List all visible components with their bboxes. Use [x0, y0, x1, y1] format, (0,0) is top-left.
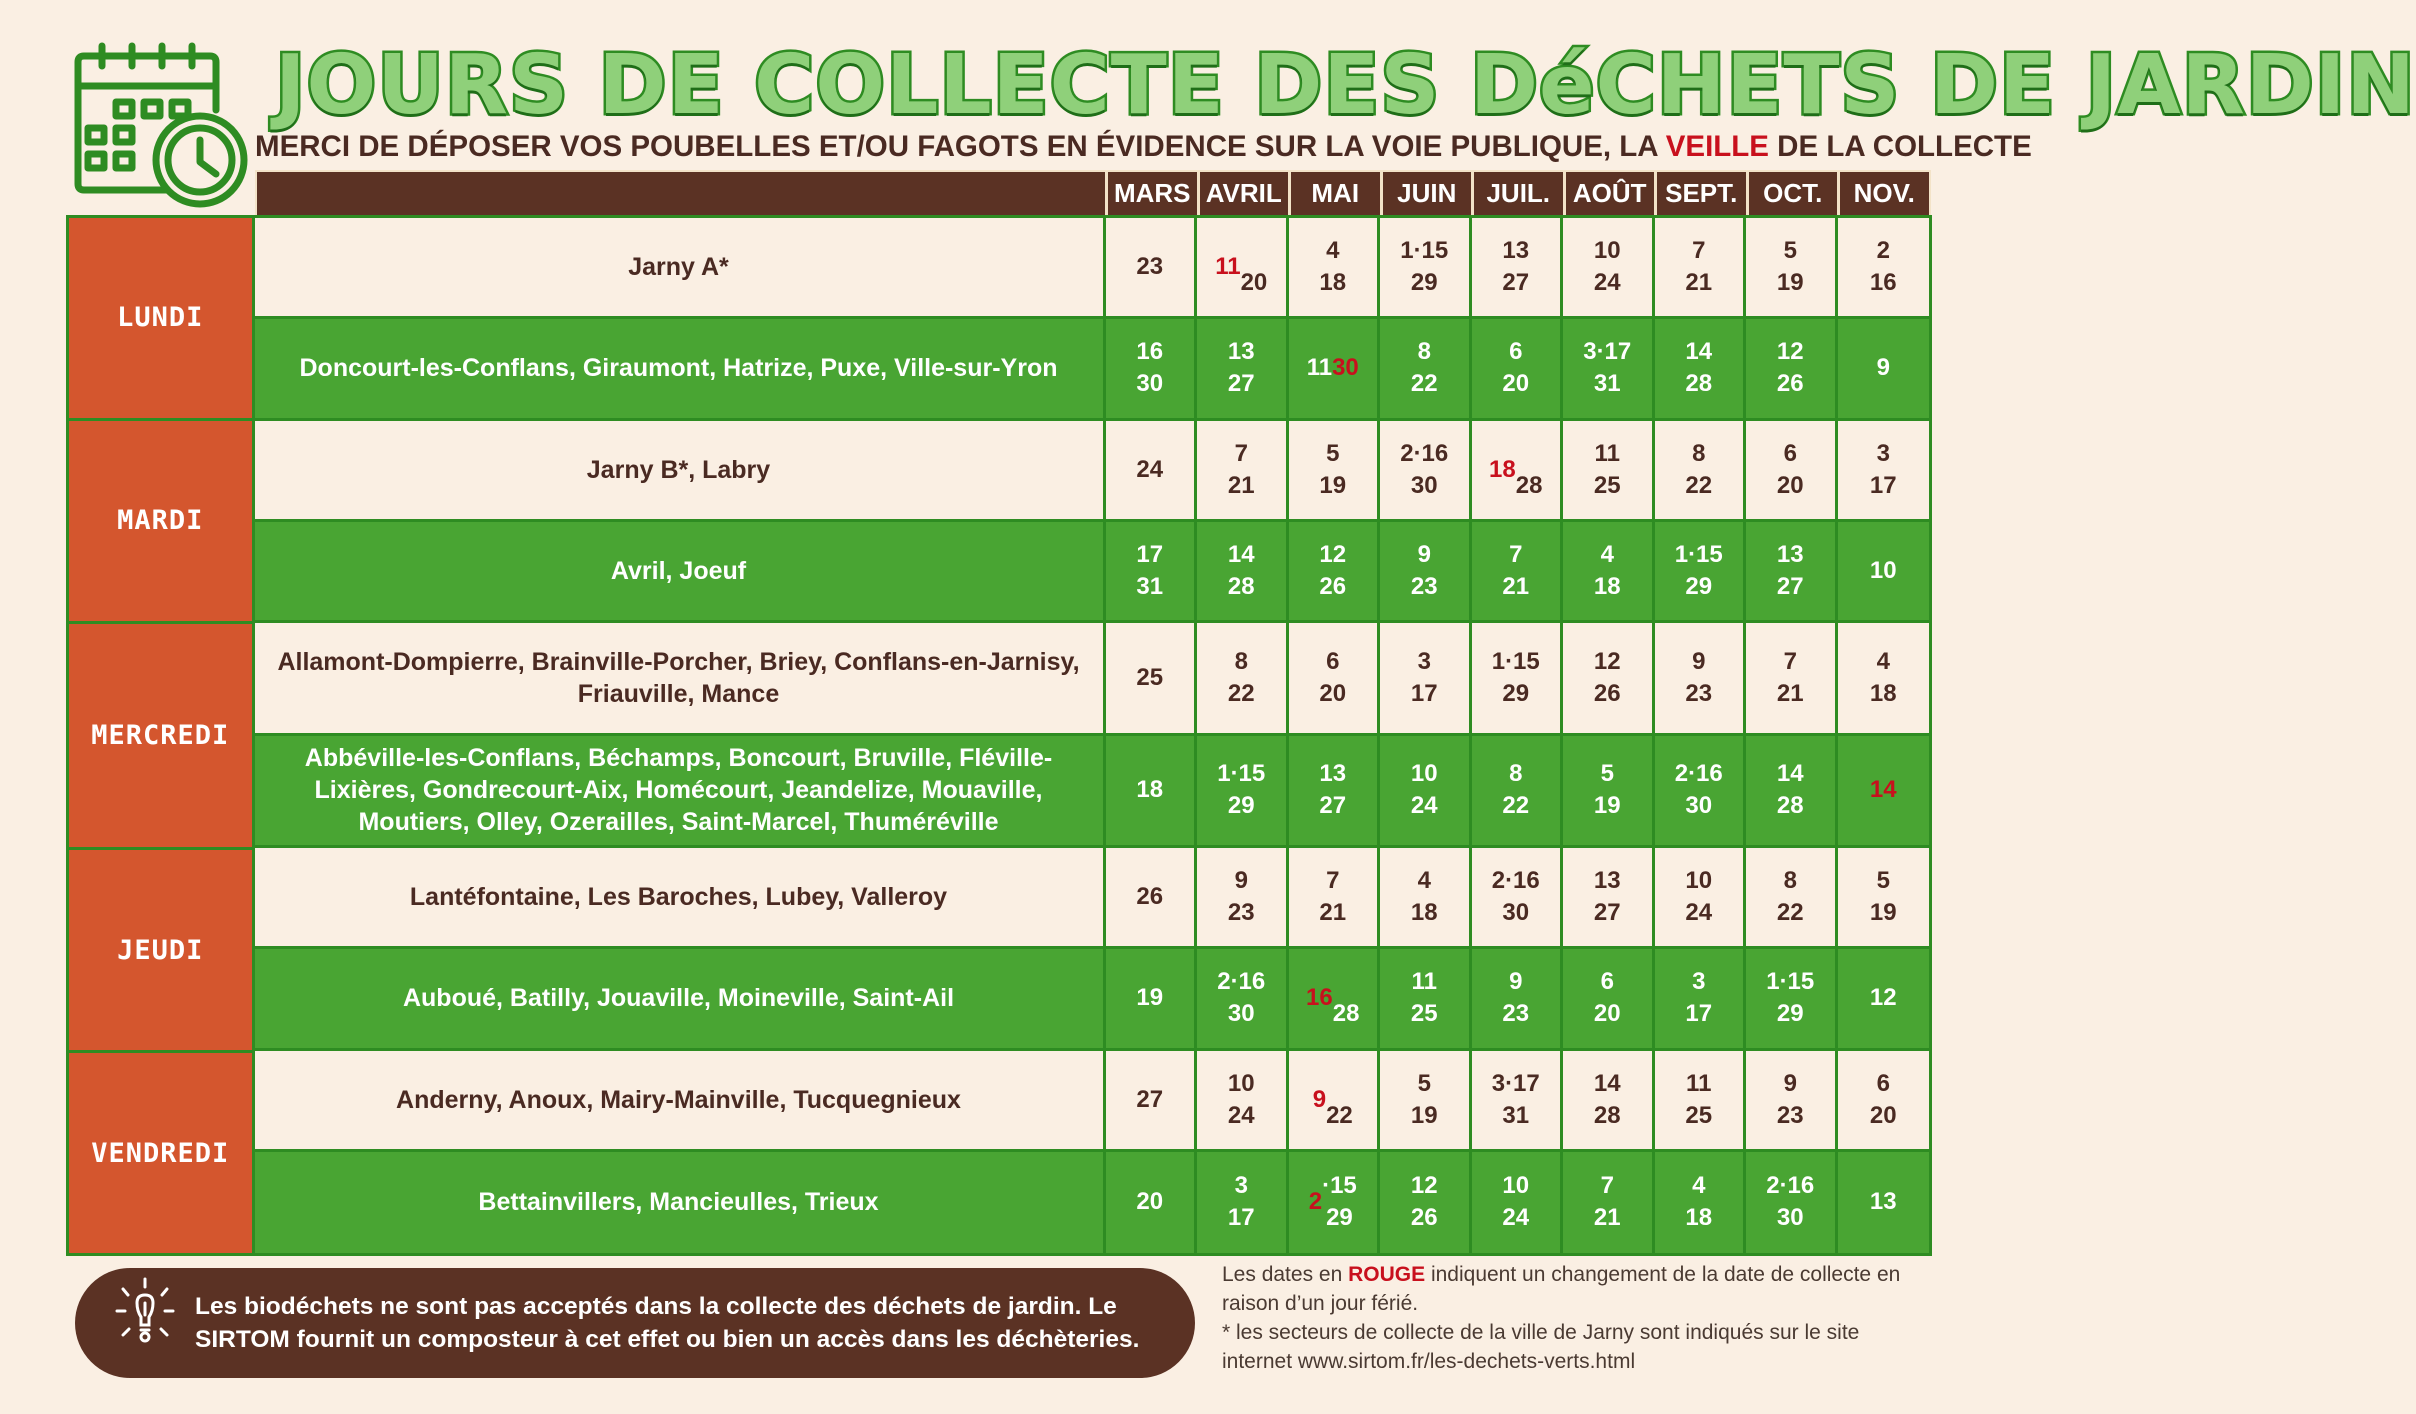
date-cell: 12 26 — [1746, 319, 1838, 417]
date-cell: 11 25 — [1563, 421, 1655, 519]
date-cell: 10 24 — [1197, 1051, 1289, 1149]
date-cell: 14 28 — [1563, 1051, 1655, 1149]
date-cell: 2·16 30 — [1380, 421, 1472, 519]
date-cell: 7 21 — [1655, 218, 1747, 316]
date-cell: 2·16 30 — [1472, 848, 1564, 946]
table-row — [255, 1152, 1930, 1253]
date-cell: 3·17 31 — [1563, 319, 1655, 417]
jarny-sector-note: * les secteurs de collecte de la ville de Jarny sont indiqués sur le site internet www.sirtom.fr/les-dechets-verts.html — [1222, 1321, 1860, 1373]
subtitle-highlight: VEILLE — [1665, 130, 1769, 163]
date-cell: 8 22 — [1197, 623, 1289, 733]
communes-cell: Jarny B*, Labry — [255, 421, 1106, 519]
month-header-cell: SEPT. — [1654, 172, 1746, 215]
date-cell: 19 — [1106, 949, 1198, 1047]
table-row — [255, 319, 1930, 420]
communes-cell: Jarny A* — [255, 218, 1106, 316]
month-header-spacer — [257, 172, 1105, 215]
subtitle-text-end: DE LA COLLECTE — [1768, 130, 2032, 163]
month-header-cell: JUIN — [1380, 172, 1472, 215]
month-header-cell: JUIL. — [1471, 172, 1563, 215]
holiday-date: 18 — [1489, 455, 1516, 483]
date-cell: 6 20 — [1746, 421, 1838, 519]
date-cell: 1·15 29 — [1380, 218, 1472, 316]
date-cell: 8 22 — [1655, 421, 1747, 519]
communes-cell: Lantéfontaine, Les Baroches, Lubey, Valleroy — [255, 848, 1106, 946]
holiday-note — [1222, 1260, 1932, 1318]
date-cell: 3 17 — [1197, 1152, 1289, 1253]
date-cell: 13 27 — [1289, 736, 1381, 846]
biowaste-notice — [75, 1268, 1195, 1378]
date-cell: 1·15 29 — [1655, 522, 1747, 620]
communes-cell: Auboué, Batilly, Jouaville, Moineville, Saint-Ail — [255, 949, 1106, 1047]
date-cell: 13 — [1869, 1188, 1897, 1216]
table-row — [255, 1051, 1930, 1152]
month-header-cell: AVRIL — [1197, 172, 1289, 215]
date-cell: 8 22 — [1472, 736, 1564, 846]
date-cell: 25 — [1106, 623, 1198, 733]
date-cell: 27 — [1106, 1051, 1198, 1149]
holiday-note-text-end: indiquent un changement de la date de collecte en raison d’un jour férié. — [1222, 1263, 1901, 1315]
holiday-date: 14 — [1869, 776, 1897, 804]
holiday-date: 9 — [1312, 1085, 1327, 1113]
date-cell: 11 20 — [1197, 218, 1289, 316]
date-cell: 20 — [1106, 1152, 1198, 1253]
date-cell: 12 26 — [1563, 623, 1655, 733]
holiday-date: 11 — [1215, 253, 1241, 281]
date-cell: 16 28 — [1289, 949, 1381, 1047]
date-cell: 9 23 — [1197, 848, 1289, 946]
day-column — [69, 218, 252, 1253]
date-cell: 23 — [1106, 218, 1198, 316]
biowaste-notice-text: Les biodéchets ne sont pas acceptés dans la collecte des déchets de jardin. Le SIRTOM fournit un composteur à cet effet ou bien un accès dans les déchèteries. — [195, 1293, 1140, 1353]
table-row — [255, 421, 1930, 522]
date-cell: 14 28 — [1197, 522, 1289, 620]
date-cell: 5 19 — [1746, 218, 1838, 316]
date-cell: 13 27 — [1472, 218, 1564, 316]
date-cell: 1·15 29 — [1472, 623, 1564, 733]
date-cell: 4 18 — [1563, 522, 1655, 620]
date-cell: 10 24 — [1380, 736, 1472, 846]
communes-cell: Doncourt-les-Conflans, Giraumont, Hatrize, Puxe, Ville-sur-Yron — [255, 319, 1106, 417]
date-cell: 4 18 — [1869, 647, 1897, 707]
day-label: MARDI — [69, 421, 252, 624]
date-cell: 26 — [1106, 848, 1198, 946]
communes-cell: Anderny, Anoux, Mairy-Mainville, Tucquegnieux — [255, 1051, 1106, 1149]
table-row — [255, 848, 1930, 949]
date-cell: 9 23 — [1746, 1051, 1838, 1149]
table-row — [255, 949, 1930, 1050]
date-cell: 4 18 — [1289, 218, 1381, 316]
lightbulb-icon — [95, 1273, 195, 1373]
date-cell: 9 23 — [1655, 623, 1747, 733]
footnotes — [1222, 1260, 1932, 1376]
date-cell: 13 27 — [1563, 848, 1655, 946]
day-label: LUNDI — [69, 218, 252, 421]
day-label: MERCREDI — [69, 624, 252, 851]
date-cell: 1·15 29 — [1197, 736, 1289, 846]
day-label: JEUDI — [69, 850, 252, 1053]
date-cell: 18 28 — [1472, 421, 1564, 519]
date-cell: 5 19 — [1563, 736, 1655, 846]
table-row — [255, 522, 1930, 623]
date-cell: 7 21 — [1746, 623, 1838, 733]
date-cell: 5 19 — [1869, 867, 1897, 927]
date-cell: 14 28 — [1655, 319, 1747, 417]
date-cell: 7 21 — [1472, 522, 1564, 620]
date-cell: 10 — [1869, 556, 1897, 584]
date-cell: 12 26 — [1380, 1152, 1472, 1253]
month-header-cell: AOÛT — [1563, 172, 1655, 215]
communes-cell: Bettainvillers, Mancieulles, Trieux — [255, 1152, 1106, 1253]
table-body — [252, 218, 1930, 1253]
date-cell: 2·16 30 — [1746, 1152, 1838, 1253]
date-cell: 1·15 29 — [1746, 949, 1838, 1047]
date-cell: 10 24 — [1563, 218, 1655, 316]
date-cell: 8 22 — [1746, 848, 1838, 946]
date-cell: 7 21 — [1563, 1152, 1655, 1253]
holiday-date: 2 — [1308, 1188, 1323, 1216]
date-cell: 12 26 — [1289, 522, 1381, 620]
date-cell: 9 22 — [1289, 1051, 1381, 1149]
date-cell: 13 27 — [1197, 319, 1289, 417]
date-cell: 17 31 — [1106, 522, 1198, 620]
date-cell: 9 23 — [1380, 522, 1472, 620]
date-cell: 11 25 — [1380, 949, 1472, 1047]
date-cell: 9 — [1876, 354, 1890, 382]
date-cell: 3 17 — [1655, 949, 1747, 1047]
date-cell: 7 21 — [1197, 421, 1289, 519]
date-cell: 8 22 — [1380, 319, 1472, 417]
month-header-cell: NOV. — [1837, 172, 1929, 215]
table-row — [255, 736, 1930, 849]
calendar-clock-icon — [70, 40, 252, 212]
date-cell: 3·17 31 — [1472, 1051, 1564, 1149]
date-cell: 6 20 — [1563, 949, 1655, 1047]
date-cell — [1838, 736, 1930, 846]
date-cell: 4 18 — [1655, 1152, 1747, 1253]
subtitle-text: MERCI DE DÉPOSER VOS POUBELLES ET/OU FAGOTS EN ÉVIDENCE SUR LA VOIE PUBLIQUE, LA — [255, 130, 1666, 163]
date-cell: 13 27 — [1746, 522, 1838, 620]
date-cell: 2 16 — [1869, 237, 1897, 297]
date-cell: 5 19 — [1380, 1051, 1472, 1149]
holiday-note-highlight: ROUGE — [1348, 1263, 1426, 1286]
month-header-cell: OCT. — [1746, 172, 1838, 215]
day-label: VENDREDI — [91, 1137, 230, 1169]
date-cell: 2·16 30 — [1655, 736, 1747, 846]
date-cell: 12 — [1869, 984, 1897, 1012]
date-cell: 10 24 — [1472, 1152, 1564, 1253]
date-cell: 7 21 — [1289, 848, 1381, 946]
date-cell: 2·16 30 — [1197, 949, 1289, 1047]
table-row — [255, 623, 1930, 736]
date-cell: 3 17 — [1380, 623, 1472, 733]
date-cell: 3 17 — [1869, 439, 1897, 499]
date-cell: 2 ·15 29 — [1289, 1152, 1381, 1253]
table-row — [255, 218, 1930, 319]
communes-cell: Allamont-Dompierre, Brainville-Porcher, Briey, Conflans-en-Jarnisy, Friauville, Mance — [255, 623, 1106, 733]
date-cell: 16 30 — [1106, 319, 1198, 417]
communes-cell: Avril, Joeuf — [255, 522, 1106, 620]
date-cell: 6 20 — [1472, 319, 1564, 417]
holiday-date: 30 — [1332, 354, 1359, 382]
communes-cell: Abbéville-les-Conflans, Béchamps, Boncourt, Bruville, Fléville-Lixières, Gondrecourt-Aix, Homécourt, Jeandelize, Mouaville, Moutiers, Olley, Ozerailles, Saint-Marcel, Thuméréville — [255, 736, 1106, 846]
collection-table — [66, 215, 1932, 1256]
date-cell: 6 20 — [1869, 1069, 1897, 1129]
month-header-cell: MAI — [1288, 172, 1380, 215]
date-cell: 11 30 — [1289, 319, 1381, 417]
date-cell: 4 18 — [1380, 848, 1472, 946]
month-header-cell: MARS — [1105, 172, 1197, 215]
holiday-note-text: Les dates en — [1222, 1263, 1349, 1286]
page-subtitle — [255, 130, 2032, 166]
date-cell: 11 25 — [1655, 1051, 1747, 1149]
date-cell: 5 19 — [1289, 421, 1381, 519]
date-cell: 10 24 — [1655, 848, 1747, 946]
date-cell: 14 28 — [1746, 736, 1838, 846]
date-cell: 9 23 — [1472, 949, 1564, 1047]
page-title: JOURS DE COLLECTE DES DéCHETS DE JARDIN — [275, 38, 2416, 133]
date-cell: 18 — [1106, 736, 1198, 846]
date-cell: 6 20 — [1289, 623, 1381, 733]
date-cell: 24 — [1106, 421, 1198, 519]
month-header — [255, 170, 1931, 217]
holiday-date: 16 — [1306, 984, 1333, 1012]
